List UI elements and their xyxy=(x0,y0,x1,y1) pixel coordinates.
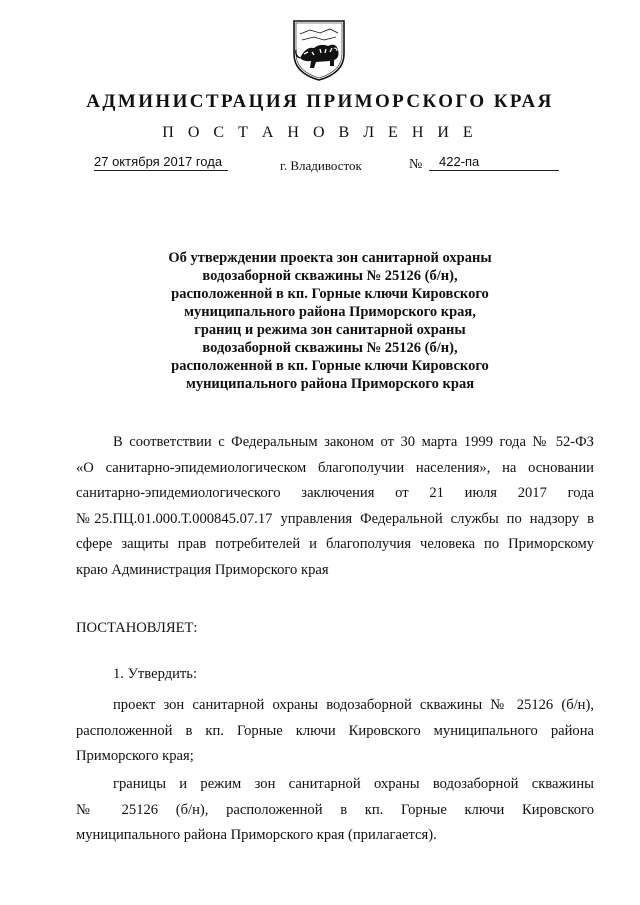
title-line: водозаборной скважины № 25126 (б/н), xyxy=(202,268,458,284)
item-1a-line: проект зон санитарной охраны водозаборной скважины № 25126 (б/н), xyxy=(113,697,594,713)
title-line: расположенной в кп. Горные ключи Кировского xyxy=(171,286,489,302)
document-title xyxy=(120,249,540,393)
item-1-heading: 1. Утвердить: xyxy=(113,666,198,682)
coat-of-arms-icon xyxy=(290,18,348,82)
title-line: границ и режима зон санитарной охраны xyxy=(194,322,466,338)
emblem xyxy=(290,18,348,82)
preamble-line: №25.ПЦ.01.000.Т.000845.07.17 управления Федеральной службы по надзору в xyxy=(76,510,594,527)
item-1a-line: расположенной в кп. Горные ключи Кировского муниципального района xyxy=(76,722,594,739)
resolves-heading: ПОСТАНОВЛЯЕТ: xyxy=(76,620,198,636)
document-number: 422-па xyxy=(429,154,559,171)
item-1b-line: № 25126 (б/н), расположенной в кп. Горные ключи Кировского xyxy=(76,801,594,818)
preamble-line: краю Администрация Приморского края xyxy=(76,561,329,578)
document-date: 27 октября 2017 года xyxy=(94,154,228,171)
preamble-line: сфере защиты прав потребителей и благополучия человека по Приморскому xyxy=(76,536,594,552)
preamble-paragraph xyxy=(76,430,594,583)
item-1a-line: Приморского края; xyxy=(76,748,194,764)
organization-name: АДМИНИСТРАЦИЯ ПРИМОРСКОГО КРАЯ xyxy=(86,91,554,112)
item-1a-paragraph xyxy=(76,693,594,770)
item-1b-line: границы и режим зон санитарной охраны водозаборной скважины xyxy=(113,776,594,792)
document-type: П О С Т А Н О В Л Е Н И Е xyxy=(162,124,478,141)
title-line: муниципального района Приморского края xyxy=(185,376,475,392)
title-line: Об утверждении проекта зон санитарной охраны xyxy=(168,250,492,266)
preamble-line: В соответствии с Федеральным законом от 30 марта 1999 года № 52-ФЗ xyxy=(113,434,594,450)
document-number-label: № xyxy=(409,157,423,172)
document-city: г. Владивосток xyxy=(280,158,362,173)
title-line: водозаборной скважины № 25126 (б/н), xyxy=(202,340,458,356)
preamble-line: санитарно-эпидемиологического заключения от 21 июля 2017 года xyxy=(76,485,594,501)
item-1b-line: муниципального района Приморского края (прилагается). xyxy=(76,827,437,843)
title-line: муниципального района Приморского края, xyxy=(184,304,476,320)
preamble-line: «О санитарно-эпидемиологическом благополучии населения», на основании xyxy=(76,459,594,476)
title-line: расположенной в кп. Горные ключи Кировского xyxy=(171,358,489,374)
item-1b-paragraph xyxy=(76,772,594,849)
